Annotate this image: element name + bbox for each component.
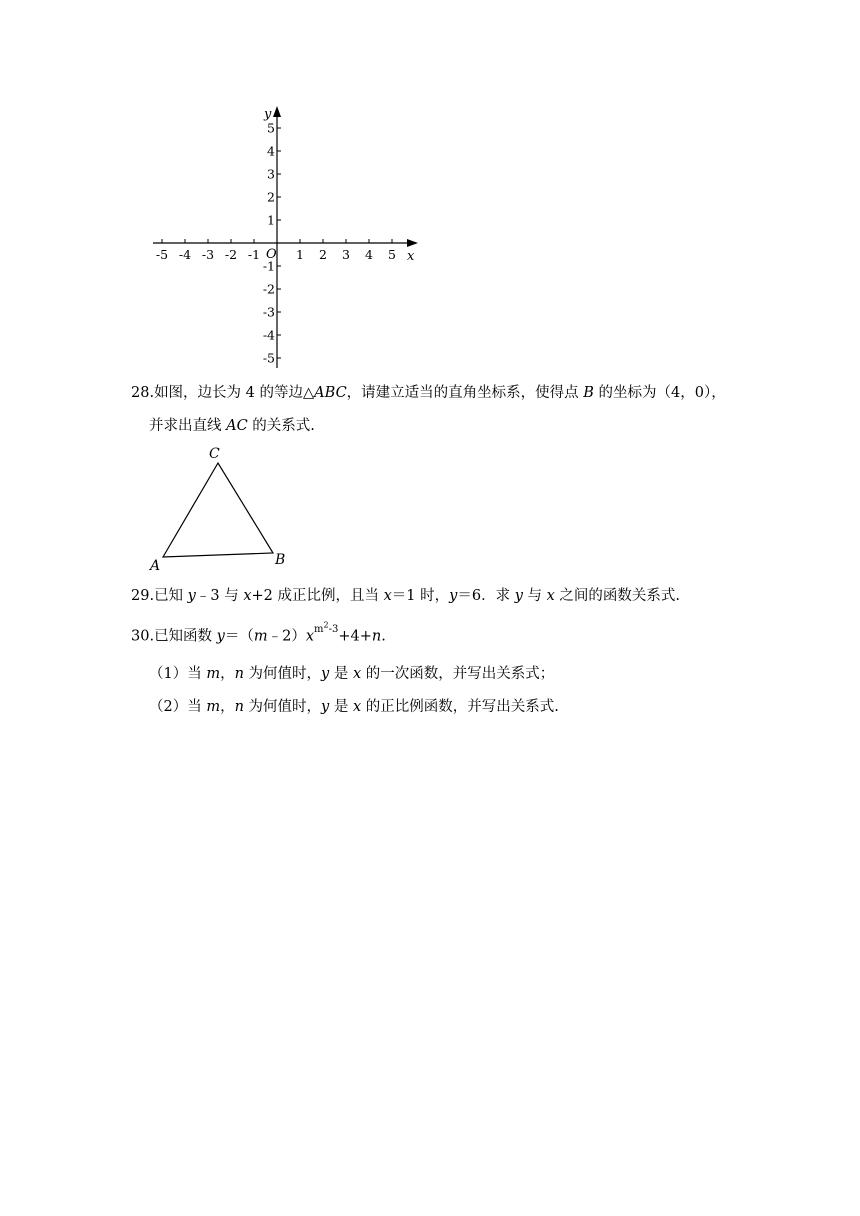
part-text: ， [220,699,235,715]
x-tick-label: -3 [201,247,215,262]
coordinate-axes-svg [145,100,425,372]
part-text: 的正比例函数，并写出关系式. [361,699,559,715]
y-axis-arrow [273,106,281,117]
q29-text: 与 [522,588,547,604]
x-tick-label: -1 [247,247,261,262]
triangle-figure [145,443,295,573]
question-28-line-1 [131,383,726,403]
origin-label: O [266,247,277,262]
question-30-part-2 [149,697,559,717]
part-var: x [352,666,362,682]
x-tick-label: 4 [365,247,373,262]
q30-text: ＝（ [224,628,254,645]
x-tick-label: -4 [178,247,192,262]
q29-text: ﹣3 与 [195,588,244,604]
part-text: ， [220,666,235,682]
y-tick-label: 1 [267,212,275,228]
coordinate-axes-figure [145,100,425,372]
part-var: y [321,666,330,682]
y-tick-label: -1 [262,258,275,274]
part-text: 的一次函数，并写出关系式； [361,666,555,682]
part-var: x [352,699,362,715]
y-tick-label: -3 [262,304,275,320]
exponent-m: m [314,624,324,636]
q28-var-ac: AC [226,418,248,434]
part-var: m [206,699,221,715]
q30-text: ﹣2） [267,628,306,645]
q30-var: x [305,628,315,645]
vertex-label-a: A [150,558,161,573]
part-text: 为何值时， [243,699,322,715]
q30-text: . [381,628,386,645]
q29-text: ＝1 时， [391,588,450,604]
question-number: 29. [131,588,155,604]
q28-text: ，请建立适当的直角坐标系，使得点 [346,385,584,401]
y-tick-label: -2 [262,281,275,297]
q29-text: 已知 [154,588,188,604]
x-tick-label: -5 [155,247,169,262]
y-axis-label: y [264,107,272,122]
exponent-minus-3: -3 [328,624,339,636]
x-tick-label: 3 [342,247,350,262]
part-var: m [206,666,221,682]
x-tick-label: 1 [296,247,304,262]
x-tick-label: -2 [224,247,238,262]
q30-var: m [253,628,268,645]
q29-var: x [243,588,252,604]
q29-text: +2 成正比例，且当 [251,588,384,604]
q29-var: x [546,588,555,604]
part-text: 是 [329,699,353,715]
q28-text: 如图，边长为 4 的等边△ [154,385,315,401]
y-tick-label: 2 [267,189,275,205]
equilateral-triangle [163,463,273,557]
part-text: （2）当 [149,699,207,715]
question-28-line-2 [149,416,315,436]
q29-text: 之间的函数关系式. [554,588,681,604]
x-axis-arrow [407,239,418,247]
question-30 [131,621,386,646]
vertex-label-c: C [209,446,220,462]
q29-var: y [514,588,523,604]
q28-var-b: B [583,385,594,401]
q28-var-abc: ABC [314,385,347,401]
q30-text: +4+ [338,628,372,645]
part-text: 为何值时， [243,666,322,682]
exponent-squared: 2 [323,621,329,630]
x-tick-label: 5 [388,247,396,262]
exponent [314,621,339,636]
part-var: n [234,666,244,682]
x-axis-label: x [407,249,415,264]
question-30-part-1 [149,664,554,684]
q28-text: 的关系式. [247,418,315,434]
q29-text: ＝6．求 [457,588,515,604]
q29-var: y [449,588,458,604]
q30-text: 已知函数 [154,628,217,645]
y-tick-label: 3 [267,166,275,182]
q30-var: n [371,628,382,645]
part-text: 是 [329,666,353,682]
q29-var: y [187,588,196,604]
y-tick-label: -5 [262,350,275,366]
triangle-svg [145,443,295,573]
q30-var: y [216,628,225,645]
q28-text: 的坐标为（4，0）， [593,385,726,401]
y-tick-label: -4 [262,327,275,343]
part-text: （1）当 [149,666,207,682]
vertex-label-b: B [275,552,286,568]
q29-var: x [383,588,392,604]
part-var: n [234,699,244,715]
question-number: 28. [131,385,155,401]
y-tick-label: 4 [267,143,275,159]
part-var: y [321,699,330,715]
question-number: 30. [131,628,155,645]
y-tick-label: 5 [267,120,275,136]
q28-text: 并求出直线 [149,418,227,434]
question-29 [131,586,680,606]
x-tick-label: 2 [319,247,327,262]
